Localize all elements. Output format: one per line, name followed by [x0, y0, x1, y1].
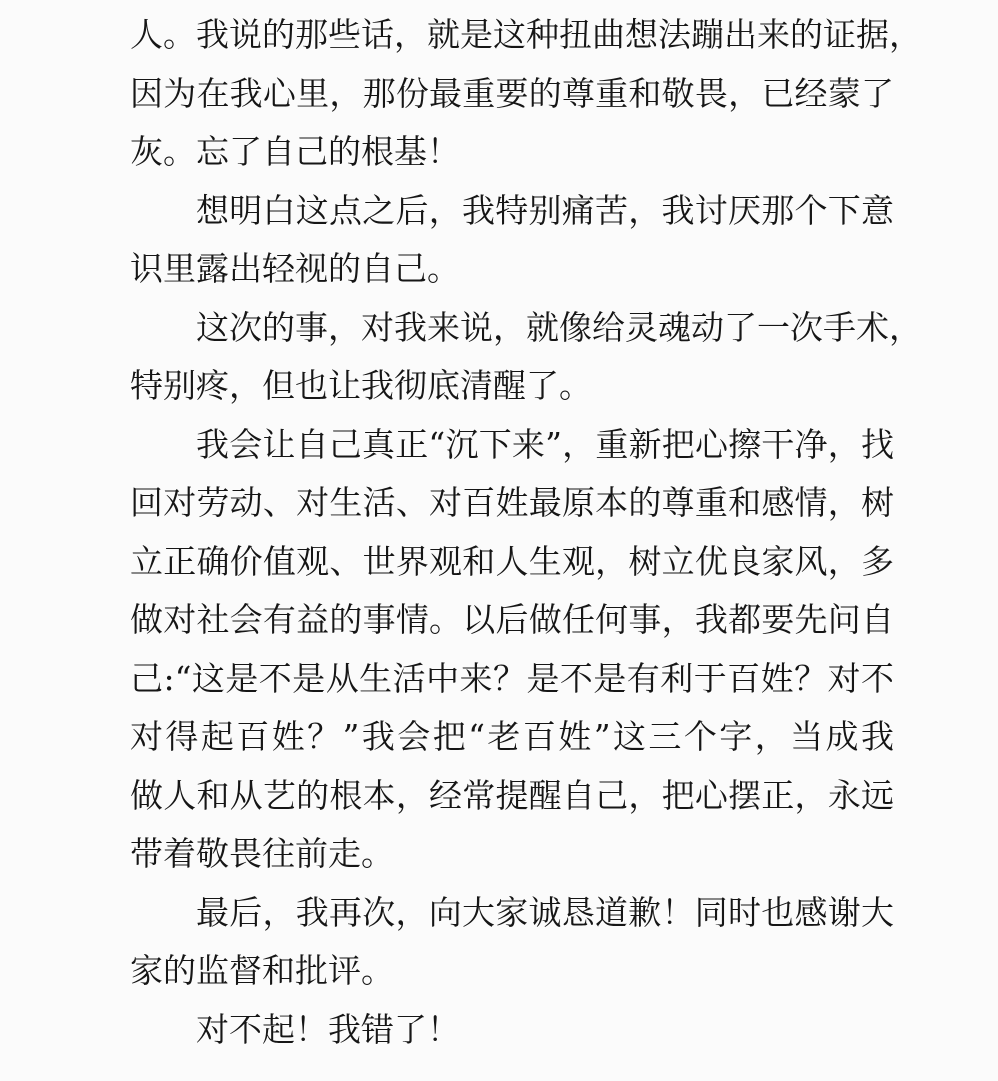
line-text: 特别疼，但也让我彻底清醒了。 — [130, 366, 592, 405]
paragraph-line — [130, 65, 894, 124]
line-text: 识里露出轻视的自己。 — [130, 249, 460, 288]
paragraph-line — [130, 942, 910, 1001]
paragraph-line — [130, 591, 894, 650]
paragraph-line — [130, 182, 894, 241]
paragraph-line — [130, 474, 894, 533]
paragraph-line — [130, 1001, 910, 1060]
line-text: 回对劳动、对生活、对百姓最原本的尊重和感情，树 — [130, 483, 894, 522]
line-text: 人。我说的那些话，就是这种扭曲想法蹦出来的证据， — [130, 15, 922, 54]
line-text: 想明白这点之后，我特别痛苦，我讨厌那个下意 — [196, 190, 894, 230]
paragraph-line — [130, 825, 910, 884]
line-text: 最后，我再次，向大家诚恳道歉！同时也感谢大 — [196, 892, 894, 932]
line-text: 这次的事，对我来说，就像给灵魂动了一次手术， — [196, 307, 922, 347]
document-body — [130, 6, 922, 1059]
paragraph-line — [130, 123, 910, 182]
line-text: 家的监督和批评。 — [130, 951, 394, 990]
paragraph-line — [130, 416, 894, 475]
line-text: 己:“这是不是从生活中来？是不是有利于百姓？对不 — [130, 658, 894, 698]
line-text: 带着敬畏往前走。 — [130, 834, 394, 873]
paragraph-line — [130, 299, 922, 358]
line-text: 因为在我心里，那份最重要的尊重和敬畏，已经蒙了 — [130, 73, 894, 113]
paragraph-line — [130, 357, 910, 416]
paragraph-line — [130, 650, 894, 709]
line-text: 灰。忘了自己的根基！ — [130, 132, 460, 171]
line-text: 对不起！我错了！ — [196, 1009, 460, 1049]
line-text: 做对社会有益的事情。以后做任何事，我都要先问自 — [130, 600, 894, 639]
line-text: 我会让自己真正“沉下来”，重新把心擦干净，找 — [196, 424, 894, 464]
line-text: 做人和从艺的根本，经常提醒自己，把心摆正，永远 — [130, 775, 894, 815]
paragraph-line — [130, 708, 894, 767]
paragraph-line — [130, 884, 894, 943]
paragraph-line — [130, 6, 922, 65]
paragraph-line — [130, 533, 894, 592]
paragraph-line — [130, 240, 910, 299]
line-text: 立正确价值观、世界观和人生观，树立优良家风，多 — [130, 541, 894, 581]
paragraph-line — [130, 767, 894, 826]
line-text: 对得起百姓？”我会把“老百姓”这三个字，当成我 — [130, 717, 894, 756]
